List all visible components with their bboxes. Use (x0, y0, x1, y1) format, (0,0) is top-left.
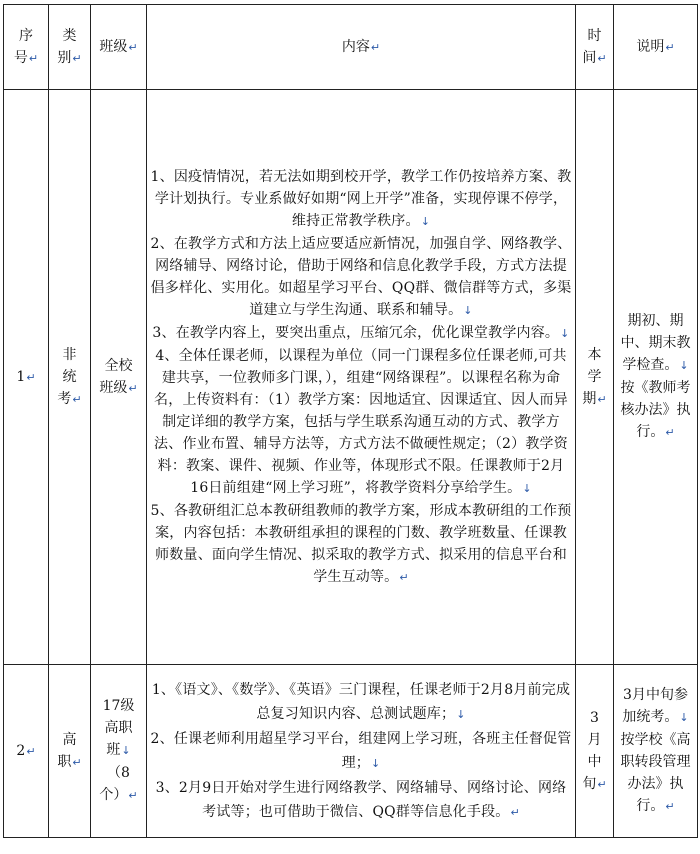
row-category: 高 职↵ (49, 665, 91, 838)
paragraph-mark-icon: ↵ (72, 392, 82, 406)
paragraph-mark-icon: ↵ (665, 800, 675, 813)
paragraph-mark-icon: ↵ (597, 51, 607, 65)
row-content: 1、因疫情情况，若无法如期到校开学，教学工作仍按培养方案、教学计划执行。专业系做好如期“网上开学”准备，实现停课不停学，维持正常教学秩序。↓ 2、在教学方式和方法上适应要适应新情况，加强自学、网络教学、网络辅导、网络讨论，借助于网络和信息化教学手段，方式方法提倡多样化、实用化。如超星学习平台、QQ群、微信群等方式，多渠道建立与学生沟通、联系和辅导。↓ 3、在教学内容上，要突出重点，压缩冗余，优化课堂教学内容。↓ 4、全体任课老师，以课程为单位（同一门课程多位任课老师,可共建共享，一位教师多门课，），组建“网络课程”。以课程名称为命名，上传资料有：（1）教学方案：因地适宜、因课适宜、因人而异制定详细的教学方案，包括与学生联系沟通互动的方式、教学方法、作业布置、辅导方法等，方式方法不做硬性规定；（2）教学资料：教案、课件、视频、作业等，体现形式不限。任课教师于2月16日前组建“网上学习班”，将教学资料分享给学生。↓ 5、各教研组汇总本教研组教师的教学方案，形成本教研组的工作预案，内容包括：本教研组承担的课程的门数、教学班数量、任课教师数量、面向学生情况、拟采取的教学方式、拟采用的信息平台和学生互动等。↵ (147, 90, 576, 665)
paragraph-mark-icon: ↓ (679, 711, 689, 724)
paragraph-mark-icon: ↵ (597, 777, 607, 791)
paragraph-mark-icon: ↓ (560, 326, 570, 340)
paragraph-mark-icon: ↵ (399, 570, 409, 584)
row-time: 3 月 中 旬↵ (576, 665, 614, 838)
paragraph-mark-icon: ↵ (510, 805, 520, 819)
header-time: 时 间↵ (576, 5, 614, 90)
paragraph-mark-icon: ↵ (665, 40, 675, 54)
table-row (4, 665, 698, 838)
paragraph-mark-icon: ↓ (456, 707, 466, 721)
paragraph-mark-icon: ↵ (26, 744, 36, 758)
paragraph-mark-icon: ↵ (72, 755, 82, 769)
paragraph-mark-icon: ↵ (665, 426, 675, 439)
paragraph-mark-icon: ↓ (370, 756, 381, 770)
row-index: 1↵ (4, 90, 49, 665)
row-class: 全校 班级↵ (91, 90, 147, 665)
header-row (4, 5, 698, 90)
header-category: 类 别↵ (49, 5, 91, 90)
paragraph-mark-icon: ↵ (370, 40, 381, 54)
row-note: 3月中旬参加统考。↓ 按学校《高职转段管理办法》执行。↵ (614, 665, 698, 838)
header-note: 说明↵ (614, 5, 698, 90)
paragraph-mark-icon: ↵ (128, 381, 138, 395)
paragraph-mark-icon: ↵ (72, 51, 82, 65)
paragraph-mark-icon: ↵ (128, 789, 138, 802)
header-content: 内容↵ (147, 5, 576, 90)
schedule-table (3, 4, 698, 838)
paragraph-mark-icon: ↓ (522, 481, 532, 495)
paragraph-mark-icon: ↵ (28, 51, 39, 65)
row-class: 17级 高职 班↓ （8 个）↵ (91, 665, 147, 838)
table-row (4, 90, 698, 665)
paragraph-mark-icon: ↓ (463, 303, 473, 317)
paragraph-mark-icon: ↓ (679, 359, 689, 372)
paragraph-mark-icon: ↵ (128, 40, 138, 54)
row-category: 非 统 考↵ (49, 90, 91, 665)
row-index: 2↵ (4, 665, 49, 838)
row-content: 1、《语文》、《数学》、《英语》三门课程，任课老师于2月8月前完成总复习知识内容、总测试题库；↓ 2、任课老师利用超星学习平台，组建网上学习班，各班主任督促管理；↓ 3、2月9日开始对学生进行网络教学、网络辅导、网络讨论、网络考试等；也可借助于微信、QQ群等信息化手段。↵ (147, 665, 576, 838)
header-index: 序 号↵ (4, 5, 49, 90)
row-note: 期初、期中、期末教学检查。↓ 按《教师考核办法》执行。↵ (614, 90, 698, 665)
paragraph-mark-icon: ↓ (121, 744, 131, 757)
row-time: 本 学 期↵ (576, 90, 614, 665)
paragraph-mark-icon: ↓ (420, 214, 431, 228)
paragraph-mark-icon: ↵ (26, 370, 36, 384)
paragraph-mark-icon: ↵ (597, 392, 607, 406)
header-class: 班级↵ (91, 5, 147, 90)
